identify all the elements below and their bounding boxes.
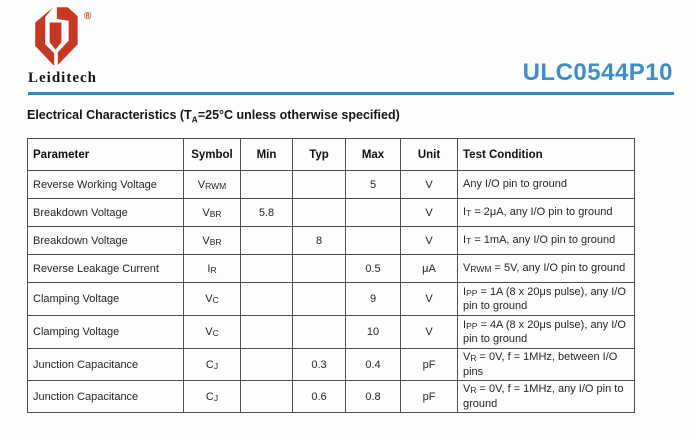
tc-rest: = 0V, f = 1MHz, between I/O pins xyxy=(463,351,618,378)
typ-cell xyxy=(293,316,346,349)
symbol-cell xyxy=(184,316,241,349)
symbol-cell xyxy=(184,171,241,199)
tc-sub: T xyxy=(466,236,472,247)
parameter-cell: Reverse Leakage Current xyxy=(28,255,184,283)
typ-cell xyxy=(293,199,346,227)
col-header-symbol: Symbol xyxy=(184,139,241,171)
tc-sub: RWM xyxy=(470,264,492,275)
part-number-title: ULC0544P10 xyxy=(522,59,673,86)
tc-base: I xyxy=(463,234,467,247)
max-cell: 10 xyxy=(346,316,401,349)
table-row xyxy=(28,227,635,255)
tc-sub: T xyxy=(466,208,472,219)
tc-rest: = 4A (8 x 20μs pulse), any I/O pin to ground xyxy=(463,318,626,345)
unit-cell: pF xyxy=(401,349,458,381)
min-cell xyxy=(241,349,293,381)
table-row xyxy=(28,316,635,349)
test-condition-cell xyxy=(458,227,635,255)
tc-base: V xyxy=(463,383,471,396)
symbol-sub: RWM xyxy=(205,180,227,191)
tc-base: V xyxy=(463,351,471,364)
tc-sub: R xyxy=(470,353,477,364)
tc-base: V xyxy=(463,262,471,275)
symbol-sub: R xyxy=(210,264,217,275)
symbol-base: V xyxy=(202,206,210,219)
symbol-base: V xyxy=(197,178,206,191)
symbol-sub: J xyxy=(213,392,219,403)
symbol-base: I xyxy=(207,262,211,275)
parameter-cell: Breakdown Voltage xyxy=(28,199,184,227)
leiditech-shield-icon xyxy=(28,5,84,69)
min-cell xyxy=(241,227,293,255)
col-header-test-condition: Test Condition xyxy=(458,139,635,171)
table-header-row xyxy=(28,139,635,171)
unit-cell: V xyxy=(401,283,458,316)
typ-cell xyxy=(293,171,346,199)
tc-rest: = 1mA, any I/O pin to ground xyxy=(471,234,616,247)
test-condition-cell xyxy=(458,171,635,199)
parameter-cell: Junction Capacitance xyxy=(28,381,184,413)
max-cell: 0.8 xyxy=(346,381,401,413)
min-cell: 5.8 xyxy=(241,199,293,227)
test-condition-cell xyxy=(458,349,635,381)
unit-cell: V xyxy=(401,199,458,227)
heading-pre: Electrical Characteristics (T xyxy=(27,108,192,122)
unit-cell: V xyxy=(401,316,458,349)
unit-cell: V xyxy=(401,171,458,199)
parameter-cell: Reverse Working Voltage xyxy=(28,171,184,199)
symbol-cell xyxy=(184,199,241,227)
table-row xyxy=(28,255,635,283)
col-header-unit: Unit xyxy=(401,139,458,171)
symbol-cell xyxy=(184,227,241,255)
test-condition-cell xyxy=(458,283,635,316)
typ-cell: 8 xyxy=(293,227,346,255)
test-condition-cell xyxy=(458,381,635,413)
tc-rest: = 1A (8 x 20μs pulse), any I/O pin to ground xyxy=(463,285,626,312)
unit-cell: V xyxy=(401,227,458,255)
heading-post: =25°C unless otherwise specified) xyxy=(197,108,400,122)
unit-cell: pF xyxy=(401,381,458,413)
tc-sub: PP xyxy=(466,320,478,331)
min-cell xyxy=(241,316,293,349)
symbol-cell xyxy=(184,255,241,283)
typ-cell xyxy=(293,255,346,283)
symbol-base: V xyxy=(205,293,213,305)
table-row xyxy=(28,283,635,316)
test-condition-cell xyxy=(458,255,635,283)
tc-base: I xyxy=(463,285,467,298)
symbol-cell xyxy=(184,349,241,381)
electrical-characteristics-table xyxy=(27,138,635,413)
parameter-cell: Junction Capacitance xyxy=(28,349,184,381)
tc-rest: = 0V, f = 1MHz, any I/O pin to ground xyxy=(463,383,624,410)
col-header-parameter: Parameter xyxy=(28,139,184,171)
symbol-cell xyxy=(184,381,241,413)
max-cell: 9 xyxy=(346,283,401,316)
brand-name: Leiditech xyxy=(28,70,97,86)
col-header-typ: Typ xyxy=(293,139,346,171)
tc-base: I xyxy=(463,206,467,219)
table-row xyxy=(28,171,635,199)
typ-cell: 0.3 xyxy=(293,349,346,381)
max-cell: 0.5 xyxy=(346,255,401,283)
min-cell xyxy=(241,381,293,413)
header-divider-rule xyxy=(28,92,674,95)
tc-rest: = 2μA, any I/O pin to ground xyxy=(471,206,613,219)
tc-sub: R xyxy=(470,385,477,396)
symbol-sub: BR xyxy=(209,236,222,247)
max-cell xyxy=(346,199,401,227)
heading-subscript: A xyxy=(191,114,198,125)
min-cell xyxy=(241,255,293,283)
test-condition-cell xyxy=(458,199,635,227)
tc-rest: Any I/O pin to ground xyxy=(463,178,567,191)
registered-trademark-icon: ® xyxy=(84,11,92,22)
max-cell xyxy=(346,227,401,255)
symbol-base: C xyxy=(205,358,214,371)
tc-rest: = 5V, any I/O pin to ground xyxy=(491,262,626,275)
tc-base: I xyxy=(463,318,467,331)
max-cell: 5 xyxy=(346,171,401,199)
symbol-sub: C xyxy=(212,328,219,338)
symbol-base: C xyxy=(205,390,214,403)
brand-logo-block xyxy=(28,5,138,87)
min-cell xyxy=(241,171,293,199)
parameter-cell: Clamping Voltage xyxy=(28,316,184,349)
symbol-sub: C xyxy=(212,295,219,305)
col-header-max: Max xyxy=(346,139,401,171)
test-condition-cell xyxy=(458,316,635,349)
typ-cell: 0.6 xyxy=(293,381,346,413)
symbol-sub: BR xyxy=(209,208,222,219)
tc-sub: PP xyxy=(466,287,478,298)
parameter-cell: Breakdown Voltage xyxy=(28,227,184,255)
min-cell xyxy=(241,283,293,316)
symbol-base: V xyxy=(205,326,213,338)
table-row xyxy=(28,381,635,413)
table-row xyxy=(28,199,635,227)
table-row xyxy=(28,349,635,381)
unit-cell: μA xyxy=(401,255,458,283)
symbol-sub: J xyxy=(213,360,219,371)
section-heading xyxy=(27,108,400,125)
symbol-cell xyxy=(184,283,241,316)
col-header-min: Min xyxy=(241,139,293,171)
parameter-cell: Clamping Voltage xyxy=(28,283,184,316)
max-cell: 0.4 xyxy=(346,349,401,381)
symbol-base: V xyxy=(202,234,210,247)
typ-cell xyxy=(293,283,346,316)
